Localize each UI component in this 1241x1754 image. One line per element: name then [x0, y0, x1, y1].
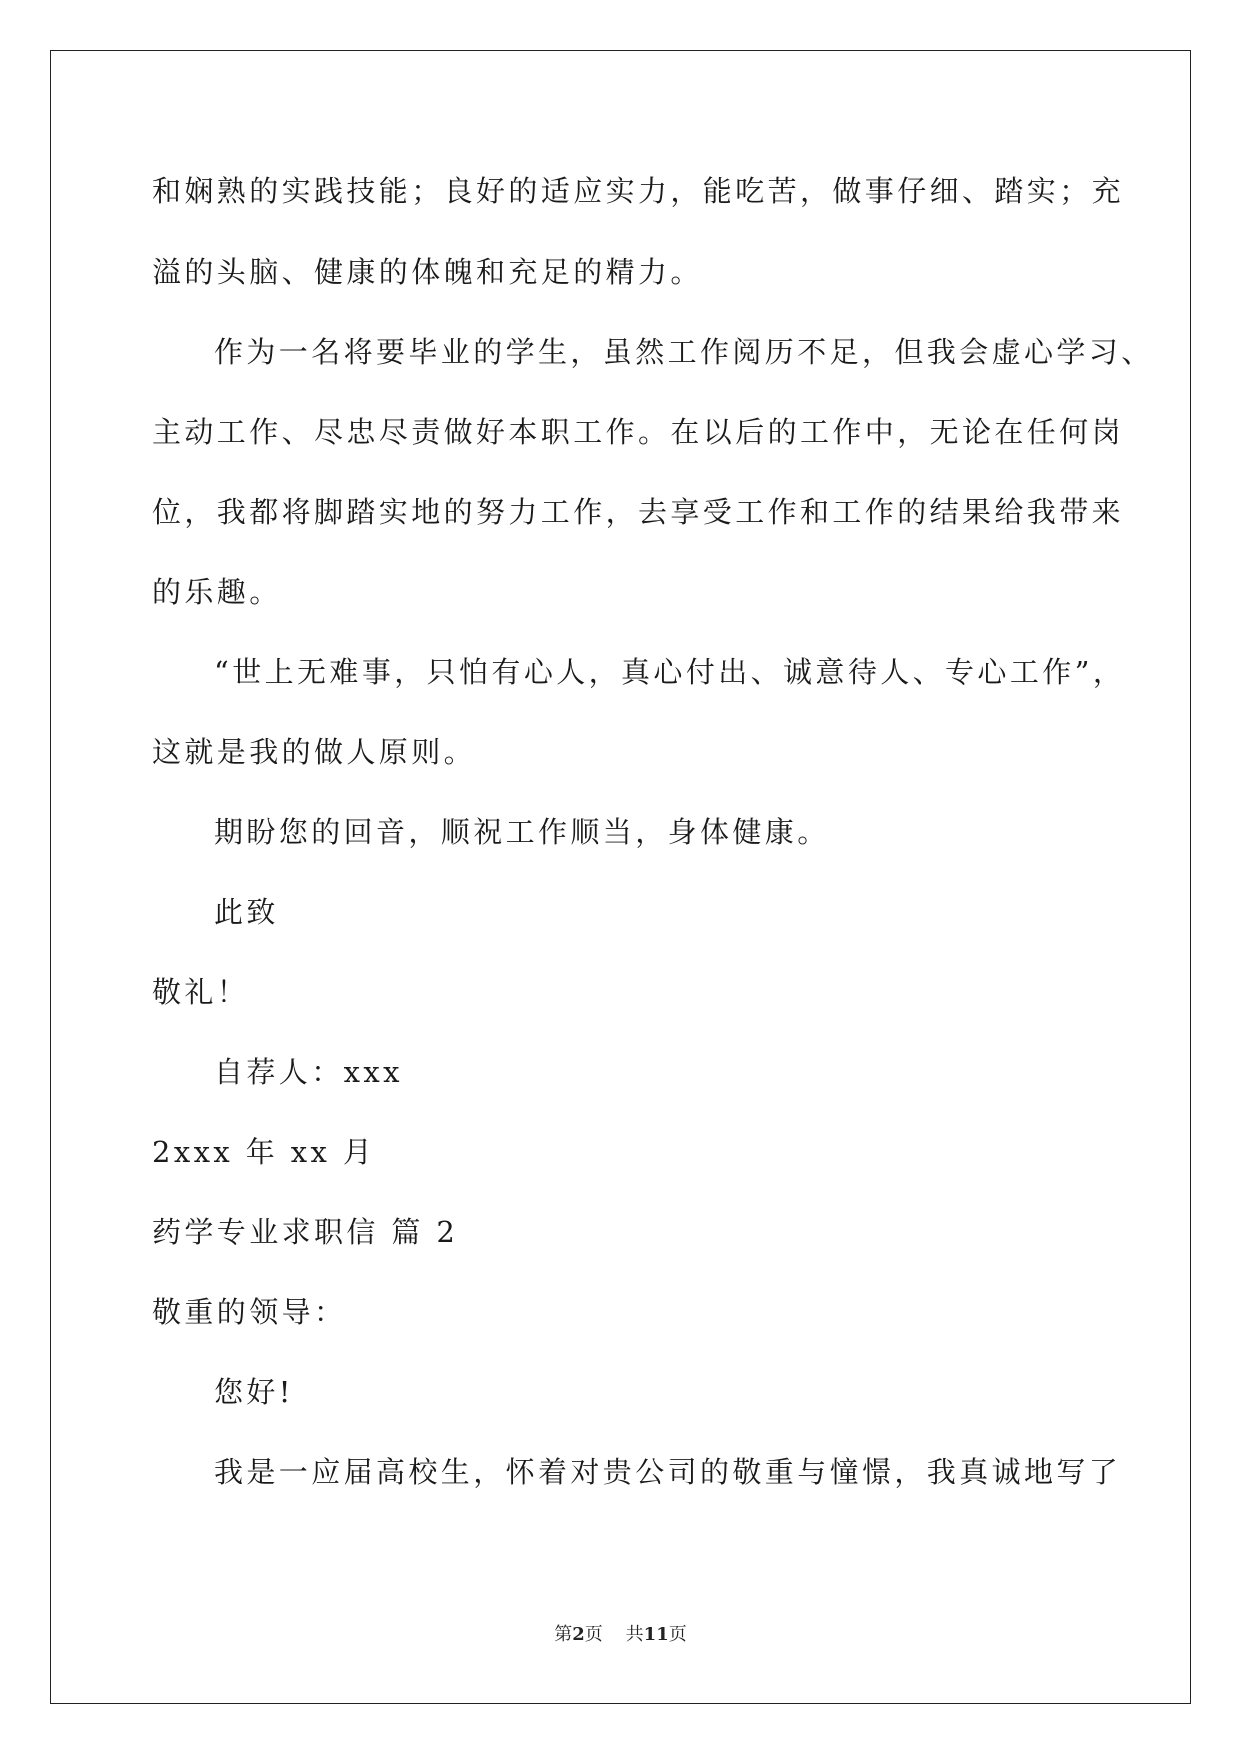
body-line-9: 期盼您的回音，顺祝工作顺当，身体健康。: [214, 815, 830, 849]
body-line-1: 和娴熟的实践技能；良好的适应实力，能吃苦，做事仔细、踏实；充: [152, 174, 1125, 208]
page-footer: [0, 1623, 1241, 1647]
greeting: 您好!: [214, 1375, 294, 1409]
body-line-8: 这就是我的做人原则。: [152, 735, 477, 769]
total-prefix: 共: [625, 1624, 644, 1645]
page-suffix: 页: [584, 1624, 603, 1645]
page-prefix: 第: [554, 1624, 573, 1645]
total-pages: 11: [643, 1624, 669, 1645]
body-line-3: 作为一名将要毕业的学生，虽然工作阅历不足，但我会虚心学习、: [214, 335, 1154, 369]
body-line-5: 位，我都将脚踏实地的努力工作，去享受工作和工作的结果给我带来: [152, 495, 1125, 529]
body-line-6: 的乐趣。: [152, 575, 282, 609]
page-number: 2: [572, 1624, 585, 1645]
total-suffix: 页: [668, 1624, 687, 1645]
body-line-4: 主动工作、尽忠尽责做好本职工作。在以后的工作中，无论在任何岗: [152, 415, 1125, 449]
closing-line-1: 此致: [214, 895, 279, 929]
section-heading: 药学专业求职信 篇 2: [152, 1215, 459, 1249]
date-line: 2xxx 年 xx 月: [152, 1135, 376, 1169]
closing-line-2: 敬礼！: [152, 975, 250, 1009]
body-line-10: 我是一应届高校生，怀着对贵公司的敬重与憧憬，我真诚地写了: [214, 1455, 1122, 1489]
body-line-7: “世上无难事，只怕有心人，真心付出、诚意待人、专心工作”，: [214, 655, 1126, 689]
signature-line: 自荐人：xxx: [214, 1055, 403, 1089]
body-line-2: 溢的头脑、健康的体魄和充足的精力。: [152, 255, 703, 289]
salutation: 敬重的领导：: [152, 1295, 347, 1329]
